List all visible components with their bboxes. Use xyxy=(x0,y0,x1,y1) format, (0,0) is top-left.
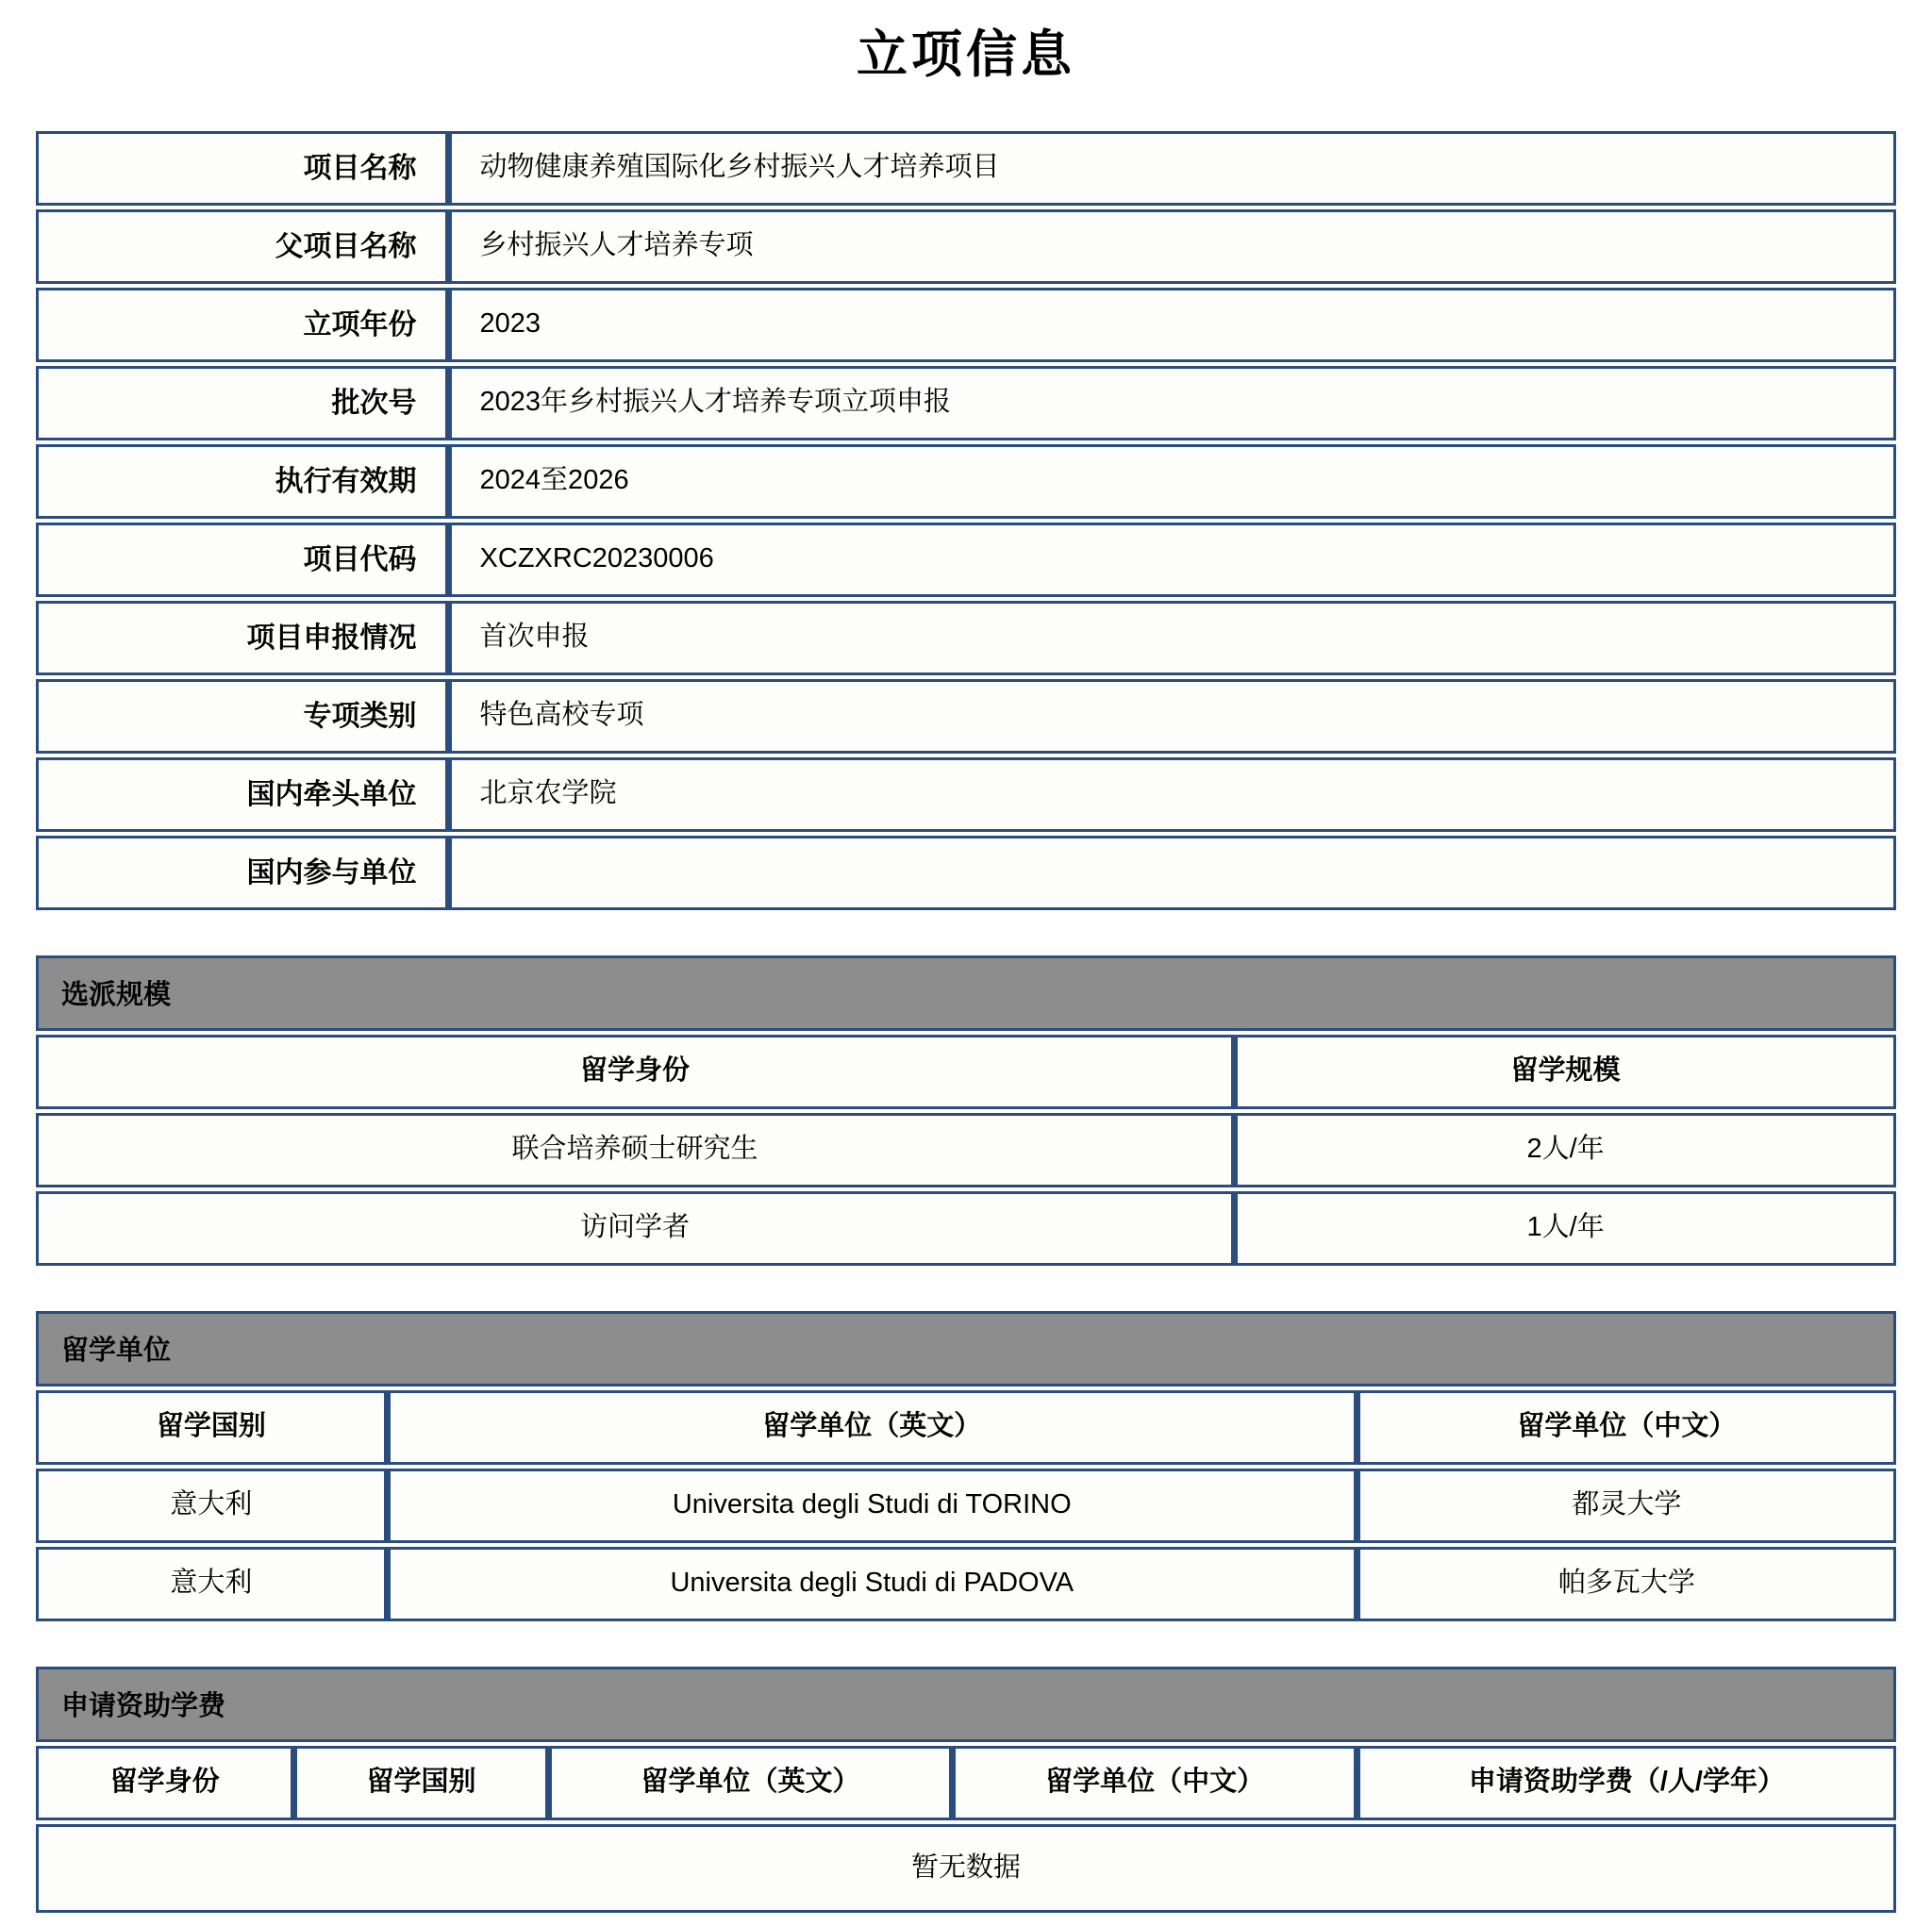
study-scale-cell: 1人/年 xyxy=(1231,1194,1893,1263)
field-value: 动物健康养殖国际化乡村振兴人才培养项目 xyxy=(445,134,1893,203)
section-title: 留学单位 xyxy=(61,1336,172,1366)
field-value xyxy=(445,838,1893,907)
column-header-unit-english: 留学单位（英文） xyxy=(545,1749,950,1818)
field-label: 项目代码 xyxy=(303,543,417,575)
study-units-section-header xyxy=(36,1311,1896,1386)
column-header-study-identity: 留学身份 xyxy=(109,1767,220,1798)
field-label: 执行有效期 xyxy=(275,465,417,497)
tuition-funding-section xyxy=(36,1667,1896,1913)
unit-chinese-cell: 帕多瓦大学 xyxy=(1354,1550,1893,1619)
table-row-special-category xyxy=(36,679,1896,754)
column-header-unit-english: 留学单位（英文） xyxy=(384,1393,1354,1462)
table-row-parent-project xyxy=(36,209,1896,284)
column-header-unit-chinese: 留学单位（中文） xyxy=(1354,1393,1893,1462)
field-value: XCZXRC20230006 xyxy=(445,525,1893,594)
table-row-batch-number xyxy=(36,366,1896,440)
table-row xyxy=(36,1547,1896,1621)
tuition-funding-table xyxy=(36,1746,1896,1913)
dispatch-scale-table xyxy=(36,1035,1896,1266)
unit-english-cell: Universita degli Studi di PADOVA xyxy=(384,1550,1354,1619)
column-header-country: 留学国别 xyxy=(156,1411,266,1442)
field-label: 项目申报情况 xyxy=(246,622,417,654)
empty-data-row xyxy=(36,1824,1896,1913)
table-row-project-code xyxy=(36,523,1896,597)
study-units-table xyxy=(36,1390,1896,1621)
field-value: 首次申报 xyxy=(445,604,1893,672)
field-label: 国内牵头单位 xyxy=(246,778,417,810)
header-row xyxy=(36,1035,1896,1109)
table-row xyxy=(36,1113,1896,1187)
unit-chinese-cell: 都灵大学 xyxy=(1354,1471,1893,1540)
field-label: 专项类别 xyxy=(303,700,417,732)
country-cell: 意大利 xyxy=(170,1489,253,1520)
unit-english-cell: Universita degli Studi di TORINO xyxy=(384,1471,1354,1540)
field-label: 批次号 xyxy=(331,387,417,419)
table-row-domestic-participating-unit xyxy=(36,836,1896,910)
table-row-domestic-lead-unit xyxy=(36,757,1896,832)
field-label: 父项目名称 xyxy=(275,230,417,262)
header-row xyxy=(36,1390,1896,1465)
field-label: 项目名称 xyxy=(303,152,417,184)
column-header-study-identity: 留学身份 xyxy=(580,1055,691,1087)
table-row-approval-year xyxy=(36,288,1896,362)
tuition-funding-section-header xyxy=(36,1667,1896,1742)
study-identity-cell: 访问学者 xyxy=(580,1212,691,1243)
column-header-funding-amount: 申请资助学费（/人/学年） xyxy=(1354,1749,1893,1818)
column-header-study-scale: 留学规模 xyxy=(1231,1038,1893,1106)
project-info-table xyxy=(36,131,1896,910)
field-value: 乡村振兴人才培养专项 xyxy=(445,212,1893,281)
dispatch-scale-section-header xyxy=(36,955,1896,1031)
study-scale-cell: 2人/年 xyxy=(1231,1116,1893,1185)
country-cell: 意大利 xyxy=(170,1568,253,1599)
table-row xyxy=(36,1191,1896,1266)
field-value: 北京农学院 xyxy=(445,760,1893,829)
section-title: 申请资助学费 xyxy=(61,1691,226,1721)
table-row-validity-period xyxy=(36,444,1896,519)
field-value: 特色高校专项 xyxy=(445,682,1893,751)
table-row-project-name xyxy=(36,131,1896,206)
field-label: 国内参与单位 xyxy=(246,856,417,888)
header-row xyxy=(36,1746,1896,1820)
field-value: 2024至2026 xyxy=(445,447,1893,516)
empty-data-text: 暂无数据 xyxy=(910,1851,1021,1883)
study-identity-cell: 联合培养硕士研究生 xyxy=(511,1134,758,1165)
field-value: 2023年乡村振兴人才培养专项立项申报 xyxy=(445,369,1893,438)
dispatch-scale-section xyxy=(36,955,1896,1266)
column-header-country: 留学国别 xyxy=(291,1749,544,1818)
field-label: 立项年份 xyxy=(303,308,417,340)
column-header-unit-chinese: 留学单位（中文） xyxy=(949,1749,1354,1818)
study-units-section xyxy=(36,1311,1896,1621)
page-title: 立项信息 xyxy=(857,26,1075,83)
field-value: 2023 xyxy=(445,291,1893,359)
section-title: 选派规模 xyxy=(61,980,172,1010)
table-row-declaration-status xyxy=(36,601,1896,675)
table-row xyxy=(36,1469,1896,1543)
